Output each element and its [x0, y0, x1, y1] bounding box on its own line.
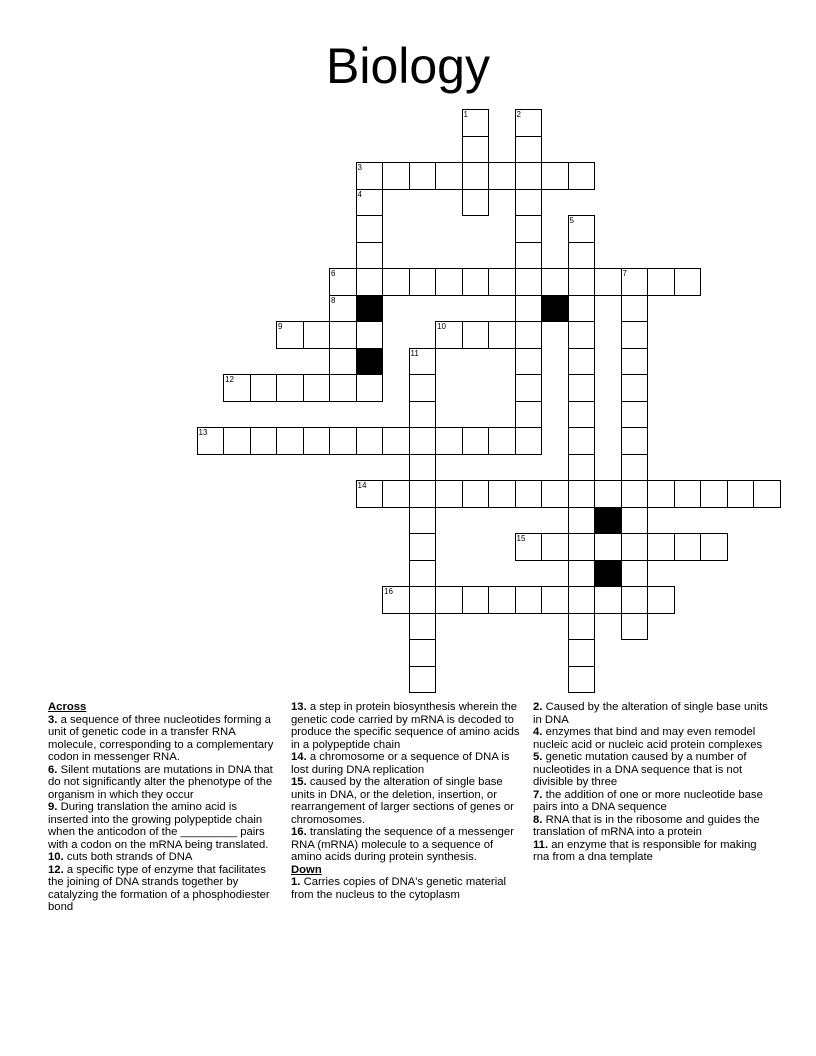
grid-cell[interactable]	[674, 480, 702, 508]
grid-cell[interactable]	[515, 586, 543, 614]
grid-cell[interactable]	[568, 613, 596, 641]
down-clue	[291, 876, 526, 901]
clue-number: 12	[225, 375, 234, 384]
grid-cell[interactable]	[409, 454, 437, 482]
grid-cell[interactable]	[568, 321, 596, 349]
clue-text: Carries copies of DNA's genetic material from the nucleus to the cytoplasm	[291, 876, 507, 901]
grid-cell[interactable]	[568, 348, 596, 376]
clue-number-label: 8.	[533, 813, 543, 826]
across-heading: Across	[48, 701, 87, 713]
grid-cell[interactable]	[515, 189, 543, 217]
grid-cell[interactable]	[515, 348, 543, 376]
grid-cell[interactable]	[435, 268, 463, 296]
clue-number-label: 12.	[48, 863, 64, 876]
grid-cell[interactable]	[568, 427, 596, 455]
grid-cell[interactable]	[621, 613, 649, 641]
grid-cell[interactable]	[700, 533, 728, 561]
puzzle-title: Biology	[326, 38, 490, 94]
clue-number-label: 16.	[291, 826, 307, 838]
clue-text: translating the sequence of a messenger RNA (mRNA) molecule to a sequence of amino acids during protein synthesis.	[291, 826, 514, 863]
grid-cell[interactable]	[356, 321, 384, 349]
grid-cell[interactable]	[303, 427, 331, 455]
across-clue	[48, 764, 280, 802]
clue-text: an enzyme that is responsible for making rna from a dna template	[533, 838, 757, 863]
clue-number: 1	[463, 110, 468, 119]
grid-cell[interactable]	[329, 321, 357, 349]
grid-cell[interactable]	[515, 215, 543, 243]
grid-cell[interactable]	[435, 480, 463, 508]
clues-column-3	[533, 701, 768, 864]
grid-cell[interactable]	[621, 533, 649, 561]
clue-number-label: 13.	[291, 701, 307, 713]
clue-number-label: 10.	[48, 851, 64, 863]
grid-cell[interactable]	[541, 586, 569, 614]
grid-cell[interactable]	[621, 586, 649, 614]
grid-cell[interactable]	[568, 507, 596, 535]
across-clue	[291, 751, 526, 776]
clue-number-label: 1.	[291, 876, 301, 888]
clue-text: a sequence of three nucleotides forming a unit of genetic code in a transfer RNA molecule, corresponding to a complementary codon in messenger RNA.	[48, 713, 274, 763]
clue-number-label: 2.	[533, 701, 543, 713]
grid-cell[interactable]	[488, 427, 516, 455]
clue-text: During translation the amino acid is inserted into the growing polypeptide chain when the anticodon of the _________ pairs with a codon on the mRNA being translated.	[48, 801, 269, 851]
grid-cell[interactable]	[409, 639, 437, 667]
grid-cell[interactable]	[356, 427, 384, 455]
grid-cell[interactable]	[223, 427, 251, 455]
clue-number: 13	[198, 428, 208, 437]
across-clue	[48, 864, 280, 914]
clue-text: cuts both strands of DNA	[66, 851, 193, 863]
clue-number: 5	[569, 216, 574, 225]
clue-text: a step in protein biosynthesis wherein the genetic code carried by mRNA is decoded to produce the specific sequence of amino acids in a polypeptide chain	[291, 701, 520, 751]
grid-cell[interactable]	[621, 321, 649, 349]
down-clue	[533, 751, 768, 789]
grid-cell[interactable]	[250, 374, 278, 402]
clue-number-label: 7.	[533, 788, 543, 801]
down-clue	[533, 726, 768, 751]
grid-cell[interactable]	[488, 480, 516, 508]
grid-cell[interactable]	[276, 427, 304, 455]
grid-cell[interactable]	[356, 215, 384, 243]
grid-cell[interactable]	[515, 480, 543, 508]
grid-cell[interactable]	[568, 454, 596, 482]
grid-cell[interactable]	[276, 374, 304, 402]
clue-number: 2	[516, 110, 521, 119]
grid-cell[interactable]	[382, 268, 410, 296]
grid-cell[interactable]	[382, 162, 410, 190]
grid-cell[interactable]	[303, 374, 331, 402]
grid-cell[interactable]	[409, 268, 437, 296]
clue-number-label: 3.	[48, 713, 58, 726]
grid-cell[interactable]	[382, 427, 410, 455]
clue-number: 9	[278, 322, 283, 331]
clue-number: 11	[410, 348, 419, 358]
grid-cell[interactable]	[515, 401, 543, 429]
down-clue	[533, 814, 768, 839]
grid-cell[interactable]	[409, 613, 437, 641]
clue-number: 14	[357, 481, 367, 490]
grid-cell[interactable]	[621, 401, 649, 429]
clue-number-label: 11.	[533, 838, 549, 851]
grid-cell[interactable]	[753, 480, 781, 508]
grid-cell[interactable]	[515, 162, 543, 190]
grid-cell[interactable]	[462, 427, 490, 455]
grid-cell[interactable]	[515, 427, 543, 455]
grid-cell[interactable]	[568, 268, 596, 296]
grid-cell[interactable]	[515, 295, 543, 323]
grid-cell[interactable]	[647, 533, 675, 561]
grid-cell[interactable]	[462, 480, 490, 508]
clues-column-2	[291, 701, 526, 901]
down-clue	[533, 701, 768, 726]
grid-cell[interactable]	[621, 427, 649, 455]
grid-cell[interactable]	[515, 268, 543, 296]
grid-cell[interactable]	[462, 268, 490, 296]
grid-cell[interactable]	[409, 560, 437, 588]
clue-number: 6	[331, 269, 336, 278]
grid-cell[interactable]	[594, 586, 622, 614]
grid-cell[interactable]	[674, 533, 702, 561]
grid-cell[interactable]	[409, 666, 437, 694]
grid-cell[interactable]	[462, 136, 490, 164]
grid-cell[interactable]	[621, 374, 649, 402]
grid-cell[interactable]	[568, 533, 596, 561]
clue-text: genetic mutation caused by a number of nucleotides in a DNA sequence that is not divisible by three	[533, 751, 747, 788]
grid-cell[interactable]	[409, 162, 437, 190]
grid-block	[541, 295, 569, 323]
grid-cell[interactable]	[621, 507, 649, 535]
grid-cell[interactable]	[647, 268, 675, 296]
grid-cell[interactable]	[700, 480, 728, 508]
grid-cell[interactable]	[621, 454, 649, 482]
grid-cell[interactable]	[594, 268, 622, 296]
grid-cell[interactable]	[515, 321, 543, 349]
grid-cell[interactable]	[568, 374, 596, 402]
grid-cell[interactable]	[621, 560, 649, 588]
grid-cell[interactable]	[568, 586, 596, 614]
grid-cell[interactable]	[488, 268, 516, 296]
grid-cell[interactable]	[409, 586, 437, 614]
clue-number-label: 5.	[533, 751, 543, 763]
grid-cell[interactable]	[329, 348, 357, 376]
grid-cell[interactable]	[515, 374, 543, 402]
clue-text: the addition of one or more nucleotide base pairs into a DNA sequence	[533, 788, 763, 813]
grid-cell[interactable]	[488, 162, 516, 190]
grid-cell[interactable]	[621, 295, 649, 323]
grid-cell[interactable]	[568, 162, 596, 190]
across-clue	[48, 851, 280, 864]
clue-number: 16	[384, 587, 393, 596]
grid-cell[interactable]	[515, 242, 543, 270]
grid-cell[interactable]	[250, 427, 278, 455]
clue-number: 7	[622, 269, 627, 278]
grid-cell[interactable]	[568, 639, 596, 667]
grid-cell[interactable]	[674, 268, 702, 296]
down-clue	[533, 789, 768, 814]
grid-cell[interactable]	[515, 136, 543, 164]
grid-cell[interactable]	[409, 374, 437, 402]
grid-cell[interactable]	[594, 480, 622, 508]
down-clue	[533, 839, 768, 864]
across-clue	[48, 714, 280, 764]
grid-cell[interactable]	[594, 533, 622, 561]
grid-cell[interactable]	[541, 533, 569, 561]
grid-cell[interactable]	[462, 189, 490, 217]
clue-text: enzymes that bind and may even remodel nucleic acid or nucleic acid protein complexes	[533, 726, 763, 751]
grid-cell[interactable]	[356, 374, 384, 402]
grid-cell[interactable]	[488, 586, 516, 614]
clue-number: 10	[437, 322, 446, 331]
across-clue	[291, 776, 526, 826]
grid-cell[interactable]	[409, 533, 437, 561]
clue-text: Silent mutations are mutations in DNA that do not significantly alter the phenotype of the organism in which they occur	[48, 763, 273, 801]
grid-cell[interactable]	[409, 480, 437, 508]
grid-cell[interactable]	[568, 242, 596, 270]
grid-block	[594, 507, 622, 535]
grid-cell[interactable]	[329, 427, 357, 455]
grid-cell[interactable]	[568, 560, 596, 588]
grid-cell[interactable]	[621, 348, 649, 376]
grid-cell[interactable]	[541, 162, 569, 190]
grid-cell[interactable]	[409, 507, 437, 535]
grid-cell[interactable]	[356, 268, 384, 296]
grid-cell[interactable]	[568, 295, 596, 323]
grid-cell[interactable]	[409, 401, 437, 429]
grid-cell[interactable]	[462, 321, 490, 349]
down-heading: Down	[291, 863, 322, 876]
clue-number: 8	[331, 295, 336, 305]
grid-cell[interactable]	[647, 586, 675, 614]
clue-text: RNA that is in the ribosome and guides the translation of mRNA into a protein	[533, 813, 760, 838]
grid-cell[interactable]	[541, 480, 569, 508]
clue-text: caused by the alteration of single base units in DNA, or the deletion, insertion, or rearrangement of larger sections of genes or chromosomes.	[291, 776, 514, 826]
grid-cell[interactable]	[647, 480, 675, 508]
clue-number-label: 9.	[48, 801, 58, 813]
across-clue	[291, 826, 526, 864]
grid-cell[interactable]	[435, 586, 463, 614]
grid-cell[interactable]	[568, 666, 596, 694]
grid-cell[interactable]	[727, 480, 755, 508]
clue-number-label: 6.	[48, 763, 58, 776]
grid-cell[interactable]	[462, 162, 490, 190]
grid-block	[594, 560, 622, 588]
grid-cell[interactable]	[435, 427, 463, 455]
clue-number-label: 4.	[533, 726, 543, 738]
grid-cell[interactable]	[488, 321, 516, 349]
grid-block	[356, 348, 384, 376]
grid-cell[interactable]	[541, 268, 569, 296]
clue-number: 3	[357, 163, 362, 172]
grid-cell[interactable]	[621, 480, 649, 508]
clue-text: a specific type of enzyme that facilitates the joining of DNA strands together by catalyzing the formation of a phosphodiester bond	[48, 863, 270, 913]
grid-cell[interactable]	[462, 586, 490, 614]
grid-cell[interactable]	[303, 321, 331, 349]
grid-cell[interactable]	[356, 242, 384, 270]
grid-cell[interactable]	[435, 162, 463, 190]
clue-number: 4	[357, 189, 362, 199]
clue-text: a chromosome or a sequence of DNA is lost during DNA replication	[291, 751, 510, 776]
clue-number-label: 15.	[291, 776, 307, 788]
across-clue	[291, 701, 526, 751]
clues-column-1	[48, 701, 280, 914]
grid-cell[interactable]	[329, 374, 357, 402]
grid-cell[interactable]	[382, 480, 410, 508]
grid-cell[interactable]	[568, 401, 596, 429]
grid-cell[interactable]	[409, 427, 437, 455]
grid-cell[interactable]	[568, 480, 596, 508]
clue-number: 15	[516, 534, 526, 543]
clue-number-label: 14.	[291, 751, 307, 763]
clue-text: Caused by the alteration of single base units in DNA	[533, 701, 768, 726]
across-clue	[48, 801, 280, 851]
grid-block	[356, 295, 384, 323]
